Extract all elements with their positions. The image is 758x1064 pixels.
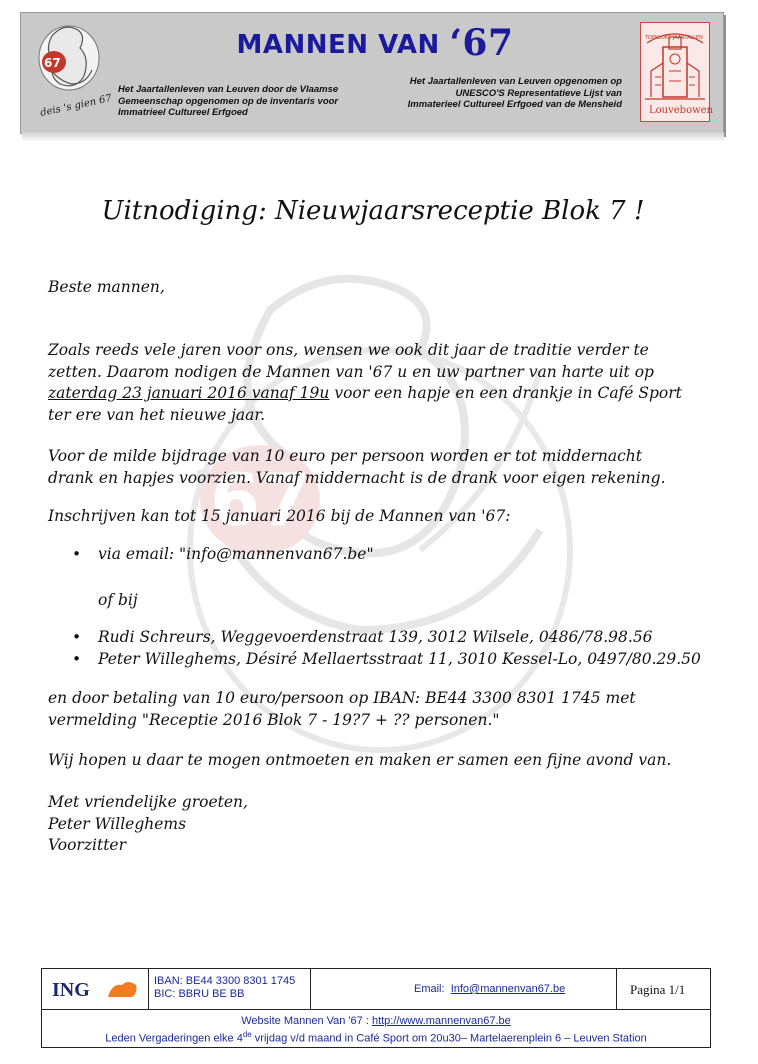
header-right-note: Het Jaartallenleven van Leuven opgenomen op UNESCO'S Representatieve Lijst van Immaterieel Cultureel Erfgoed van de Mensheid xyxy=(407,76,622,110)
bullet-person2: Peter Willeghems, Désiré Mellaertsstraat 11, 3010 Kessel-Lo, 0497/80.29.50 xyxy=(98,650,701,668)
lion-icon xyxy=(106,977,140,1001)
footer-site xyxy=(42,1015,710,1046)
ing-logo xyxy=(42,969,149,1009)
footer-divider xyxy=(616,969,617,1009)
footer-divider xyxy=(310,969,311,1009)
paragraph-invitation-line4: ter ere van het nieuwe jaar. xyxy=(48,405,266,424)
club-title-number: ‘67 xyxy=(449,22,514,64)
paragraph-contribution-line2: drank en hapjes voorzien. Vanaf middernacht is de drank voor eigen rekening. xyxy=(48,468,666,487)
bullet-person1: Rudi Schreurs, Weggevoerdenstraat 139, 3012 Wilsele, 0486/78.98.56 xyxy=(98,628,653,646)
paragraph-contribution xyxy=(48,446,708,489)
or-text: of bij xyxy=(98,591,138,609)
paragraph-payment-line2: vermelding "Receptie 2016 Blok 7 - 19?7 + ?? personen." xyxy=(48,710,500,729)
logo-right-top-text: TOPKLOKE JAARTALLEN xyxy=(645,35,703,41)
letter-title: Uitnodiging: Nieuwjaarsreceptie Blok 7 ! xyxy=(101,196,645,226)
bullet-dot: • xyxy=(72,650,82,668)
header-left-note: Het Jaartallenleven van Leuven door de Vlaamse Gemeenschap opgenomen op de inventaris voor Immatrieel Cultureel Erfgoed xyxy=(118,84,339,118)
paragraph-payment-line1: en door betaling van 10 euro/persoon op IBAN: BE44 3300 8301 1745 met xyxy=(48,689,636,707)
tower-clock-icon xyxy=(641,23,714,121)
website-label: Website Mannen Van '67 : xyxy=(241,1015,372,1027)
paragraph-contribution-line1: Voor de milde bijdrage van 10 euro per persoon worden er tot middernacht xyxy=(48,447,642,465)
greeting: Beste mannen, xyxy=(48,278,165,296)
logo-right-bottom-text: Louvebowen xyxy=(649,105,714,116)
paragraph-invitation-line3-rest: voor een hapje en een drankje in Café Sport xyxy=(329,384,682,402)
iban-text: IBAN: BE44 3300 8301 1745 xyxy=(154,975,296,987)
club-title-text: MANNEN VAN xyxy=(236,30,440,60)
paragraph-registration: Inschrijven kan tot 15 januari 2016 bij de Mannen van '67: xyxy=(48,507,511,525)
closing-salutation: Met vriendelijke groeten, xyxy=(48,793,248,811)
email-label: Email: xyxy=(414,983,445,995)
ing-logo-text: ING xyxy=(52,979,90,1001)
paragraph-invitation xyxy=(48,340,708,426)
paragraph-closing-wish: Wij hopen u daar te mogen ontmoeten en maken er samen een fijne avond van. xyxy=(48,751,672,769)
footer xyxy=(41,968,711,1048)
paragraph-invitation-line3 xyxy=(48,383,708,405)
meeting-pre: Leden Vergaderingen elke 4 xyxy=(105,1032,243,1045)
paragraph-payment xyxy=(48,688,708,731)
signature-block xyxy=(48,792,708,857)
website-link[interactable]: http://www.mannenvan67.be xyxy=(371,1015,511,1027)
signer-role: Voorzitter xyxy=(48,836,127,854)
club-title xyxy=(215,22,535,64)
bic-text: BIC: BBRU BE BB xyxy=(154,988,245,1000)
meeting-post: vrijdag v/d maand in Café Sport om 20u30– Martelaerenplein 6 – Leuven Station xyxy=(251,1032,647,1045)
event-date: zaterdag 23 januari 2016 vanaf 19u xyxy=(48,384,330,402)
email-link[interactable]: Info@mannenvan67.be xyxy=(450,983,566,995)
footer-top-row xyxy=(42,969,710,1010)
bullet-email: via email: "info@mannenvan67.be" xyxy=(98,545,374,563)
page-number: Pagina 1/1 xyxy=(630,982,686,997)
club-logo-left xyxy=(34,18,113,119)
bullet-dot: • xyxy=(72,628,82,646)
bullet-dot: • xyxy=(72,545,82,563)
paragraph-invitation-line1: Zoals reeds vele jaren voor ons, wensen we ook dit jaar de traditie verder te xyxy=(48,341,649,359)
header-shadow xyxy=(22,132,724,142)
paragraph-invitation-line2: zetten. Daarom nodigen de Mannen van '67 u en uw partner van harte uit op xyxy=(48,362,654,381)
website-line xyxy=(42,1015,710,1028)
meeting-line xyxy=(42,1028,710,1046)
unesco-logo-right xyxy=(640,22,714,122)
svg-text:67: 67 xyxy=(210,458,311,542)
logo-left-caption: deis 's gien 67 xyxy=(39,93,113,119)
meeting-sup: de xyxy=(242,1030,252,1039)
svg-text:67: 67 xyxy=(44,56,61,70)
footer-email xyxy=(414,983,565,995)
signer-name: Peter Willeghems xyxy=(48,814,187,833)
bank-details xyxy=(154,975,295,1001)
